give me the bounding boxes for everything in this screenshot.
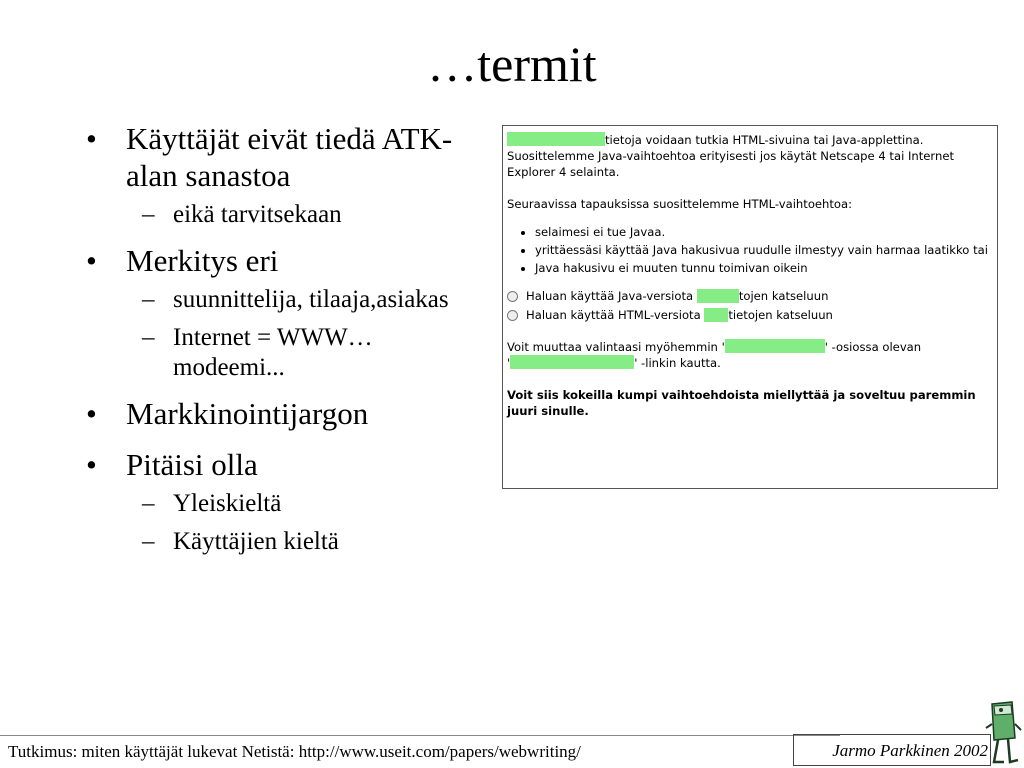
case-item: • Java hakusivu ei muuten tunnu toimivan oikein xyxy=(535,260,993,276)
sub-list xyxy=(126,200,486,230)
radio-button[interactable] xyxy=(507,310,518,321)
bullet-list xyxy=(86,120,486,569)
highlight-redaction xyxy=(697,289,739,303)
sub-text: Käyttäjien kieltä xyxy=(173,528,339,555)
dash-glyph: – xyxy=(142,490,155,517)
intro-text: tietoja voidaan tutkia HTML-sivuina tai Java-applettina. xyxy=(605,133,924,147)
dash-glyph: – xyxy=(142,201,155,228)
dash-glyph: – xyxy=(142,286,155,313)
highlight-redaction xyxy=(725,339,825,353)
sub-item xyxy=(126,527,486,557)
bullet-glyph: • xyxy=(86,243,97,278)
bullet-item xyxy=(86,120,486,230)
change-paragraph xyxy=(507,339,993,371)
closing-paragraph: Voit siis kokeilla kumpi vaihtoehdoista miellyttää ja soveltuu paremmin juuri sinulle. xyxy=(507,388,976,418)
bullet-glyph: • xyxy=(86,121,97,156)
footer-source: Tutkimus: miten käyttäjät lukevat Netistä: http://www.useit.com/papers/webwriting/ xyxy=(8,742,581,761)
case-item: • selaimesi ei tue Javaa. xyxy=(535,224,993,240)
footer-divider xyxy=(0,735,840,736)
intro-paragraph xyxy=(507,132,993,180)
bullet-glyph: • xyxy=(86,396,97,431)
sub-text: eikä tarvitsekaan xyxy=(173,201,342,228)
cases-list xyxy=(507,224,993,276)
highlight-redaction xyxy=(510,355,634,369)
highlight-redaction xyxy=(704,308,728,322)
sub-item xyxy=(126,200,486,230)
embedded-screenshot xyxy=(502,125,998,489)
radio-label: Haluan käyttää Java-versiota xyxy=(526,289,694,303)
sub-list xyxy=(126,489,486,557)
sub-text: suunnittelija, tilaaja,asiakas xyxy=(173,286,449,313)
case-item: • yrittäessäsi käyttää Java hakusivua ruudulle ilmestyy vain harmaa laatikko tai xyxy=(535,242,993,258)
bullet-item xyxy=(86,446,486,557)
radio-label: Haluan käyttää HTML-versiota xyxy=(526,308,701,322)
radio-label-tail: tojen katseluun xyxy=(738,289,829,303)
bullet-text: Pitäisi olla xyxy=(126,447,258,482)
intro-rest: Suosittelemme Java-vaihtoehtoa erityisesti jos käytät Netscape 4 tai Internet Explorer 4 selainta. xyxy=(507,149,955,179)
sub-item xyxy=(126,489,486,519)
dash-glyph: – xyxy=(142,528,155,555)
sub-item xyxy=(126,323,486,383)
sub-item xyxy=(126,285,486,315)
radio-label-tail: tietojen katseluun xyxy=(728,308,833,322)
bullet-text: Merkitys eri xyxy=(126,243,279,278)
slide-title: …termit xyxy=(427,36,597,92)
footer-author: Jarmo Parkkinen 2002 xyxy=(793,734,991,766)
radio-option-html[interactable] xyxy=(507,307,993,323)
cases-heading: Seuraavissa tapauksissa suosittelemme HTML-vaihtoehtoa: xyxy=(507,197,853,211)
radio-button[interactable] xyxy=(507,291,518,302)
dash-glyph: – xyxy=(142,324,155,351)
change-text: ' -linkin kautta. xyxy=(634,356,721,370)
bullet-glyph: • xyxy=(86,447,97,482)
sub-text: Internet = WWW… modeemi... xyxy=(173,324,373,381)
sub-text: Yleiskieltä xyxy=(173,490,282,517)
change-text: ' -osiossa olevan xyxy=(824,340,922,354)
quote-mark: ' xyxy=(507,356,511,370)
bullet-text: Käyttäjät eivät tiedä ATK-alan sanastoa xyxy=(126,121,453,193)
bullet-item xyxy=(86,395,486,432)
change-text: Voit muuttaa valintaasi myöhemmin ' xyxy=(507,340,725,354)
bullet-text: Markkinointijargon xyxy=(126,396,369,431)
radio-group xyxy=(507,288,993,323)
sub-list xyxy=(126,285,486,383)
bullet-item xyxy=(86,242,486,383)
radio-option-java[interactable] xyxy=(507,288,993,304)
highlight-redaction xyxy=(507,132,605,146)
green-paper-figure-icon xyxy=(982,700,1022,766)
